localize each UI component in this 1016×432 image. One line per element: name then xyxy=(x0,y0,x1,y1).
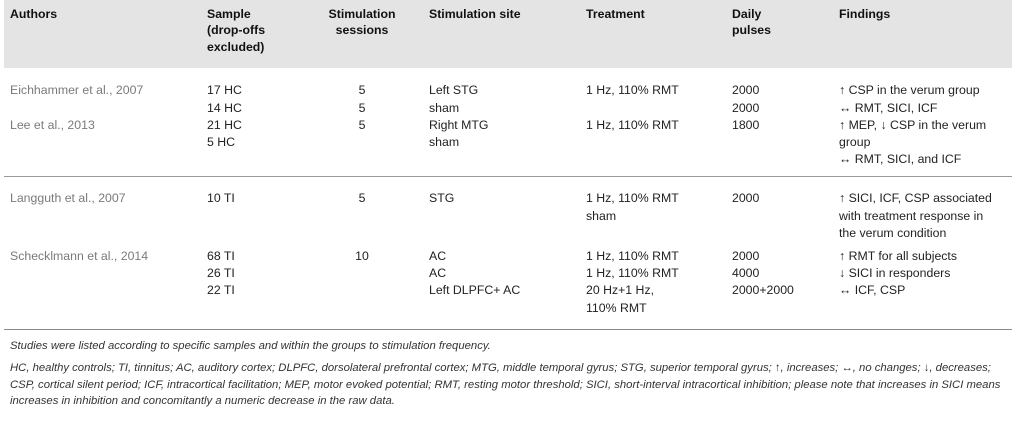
cell-sample: 68 TI 26 TI 22 TI xyxy=(201,242,301,329)
cell-findings: ↑ CSP in the verum group ↔ RMT, SICI, ICF xyxy=(839,83,980,115)
header-findings: Findings xyxy=(839,7,891,21)
cell-site: STG xyxy=(429,191,455,206)
header-treatment: Treatment xyxy=(586,7,645,21)
cell-treatment: 1 Hz, 110% RMT xyxy=(586,83,679,98)
cell-sessions: 5 xyxy=(301,117,423,177)
cell-author: Lee et al., 2013 xyxy=(4,117,201,177)
header-pulses: Daily pulses xyxy=(732,7,771,38)
cell-site: AC AC Left DLPFC+ AC xyxy=(423,242,580,329)
footnote-abbreviations: HC, healthy controls; TI, tinnitus; AC, auditory cortex; DLPFC, dorsolateral prefrontal cortex; MTG, middle temporal gyrus; STG, superior temporal gyrus; ↑, increases; ↔, no changes; ↓, decreases; CSP, cortical silent period; ICF, intracortical facilitation; MEP, motor evoked potential; RMT, resting motor threshold; SICI, short-interval intracortical inhibition; please note that increases in SICI means increases in inhibition and concomitantly a numeric decrease in the raw data. xyxy=(10,362,1001,408)
table-footnotes xyxy=(4,330,1012,410)
table-body xyxy=(4,68,1012,329)
header-sessions: Stimulation sessions xyxy=(328,7,396,38)
cell-pulses: 1800 xyxy=(726,117,833,177)
header-sample: Sample (drop-offs excluded) xyxy=(207,7,266,54)
cell-sample: 17 HC 14 HC xyxy=(207,83,242,115)
cell-findings: ↑ RMT for all subjects ↓ SICI in responders ↔ ICF, CSP xyxy=(833,242,1012,329)
cell-sessions: 5 5 xyxy=(358,83,366,115)
table-row xyxy=(4,68,1012,116)
cell-author: Langguth et al., 2007 xyxy=(10,191,126,206)
footnote-ordering: Studies were listed according to specific samples and within the groups to stimulation frequency. xyxy=(10,339,491,352)
cell-findings: ↑ MEP, ↓ CSP in the verum group ↔ RMT, SICI, and ICF xyxy=(833,117,1012,177)
cell-sample: 21 HC 5 HC xyxy=(201,117,301,177)
cell-site: Right MTG sham xyxy=(423,117,580,177)
cell-sessions: 10 xyxy=(301,242,423,329)
cell-pulses: 2000 xyxy=(732,191,760,206)
cell-pulses: 2000 4000 2000+2000 xyxy=(726,242,833,329)
table-row xyxy=(4,117,1012,177)
cell-treatment: 1 Hz, 110% RMT 1 Hz, 110% RMT 20 Hz+1 Hz, 110% RMT xyxy=(580,242,726,329)
studies-table xyxy=(4,0,1012,330)
header-authors: Authors xyxy=(10,7,58,21)
cell-findings: ↑ SICI, ICF, CSP associated with treatment response in the verum condition xyxy=(839,191,992,240)
cell-sessions: 5 xyxy=(358,191,366,206)
cell-site: Left STG sham xyxy=(429,83,479,115)
cell-author: Schecklmann et al., 2014 xyxy=(4,242,201,329)
table-row xyxy=(4,177,1012,242)
cell-sample: 10 TI xyxy=(207,191,235,206)
cell-pulses: 2000 2000 xyxy=(732,83,760,115)
header-row xyxy=(4,0,1012,68)
table-header xyxy=(4,0,1012,68)
header-site: Stimulation site xyxy=(429,7,521,21)
cell-author: Eichhammer et al., 2007 xyxy=(10,83,144,98)
cell-treatment: 1 Hz, 110% RMT sham xyxy=(586,191,679,223)
cell-treatment: 1 Hz, 110% RMT xyxy=(580,117,726,177)
table-row xyxy=(4,242,1012,329)
